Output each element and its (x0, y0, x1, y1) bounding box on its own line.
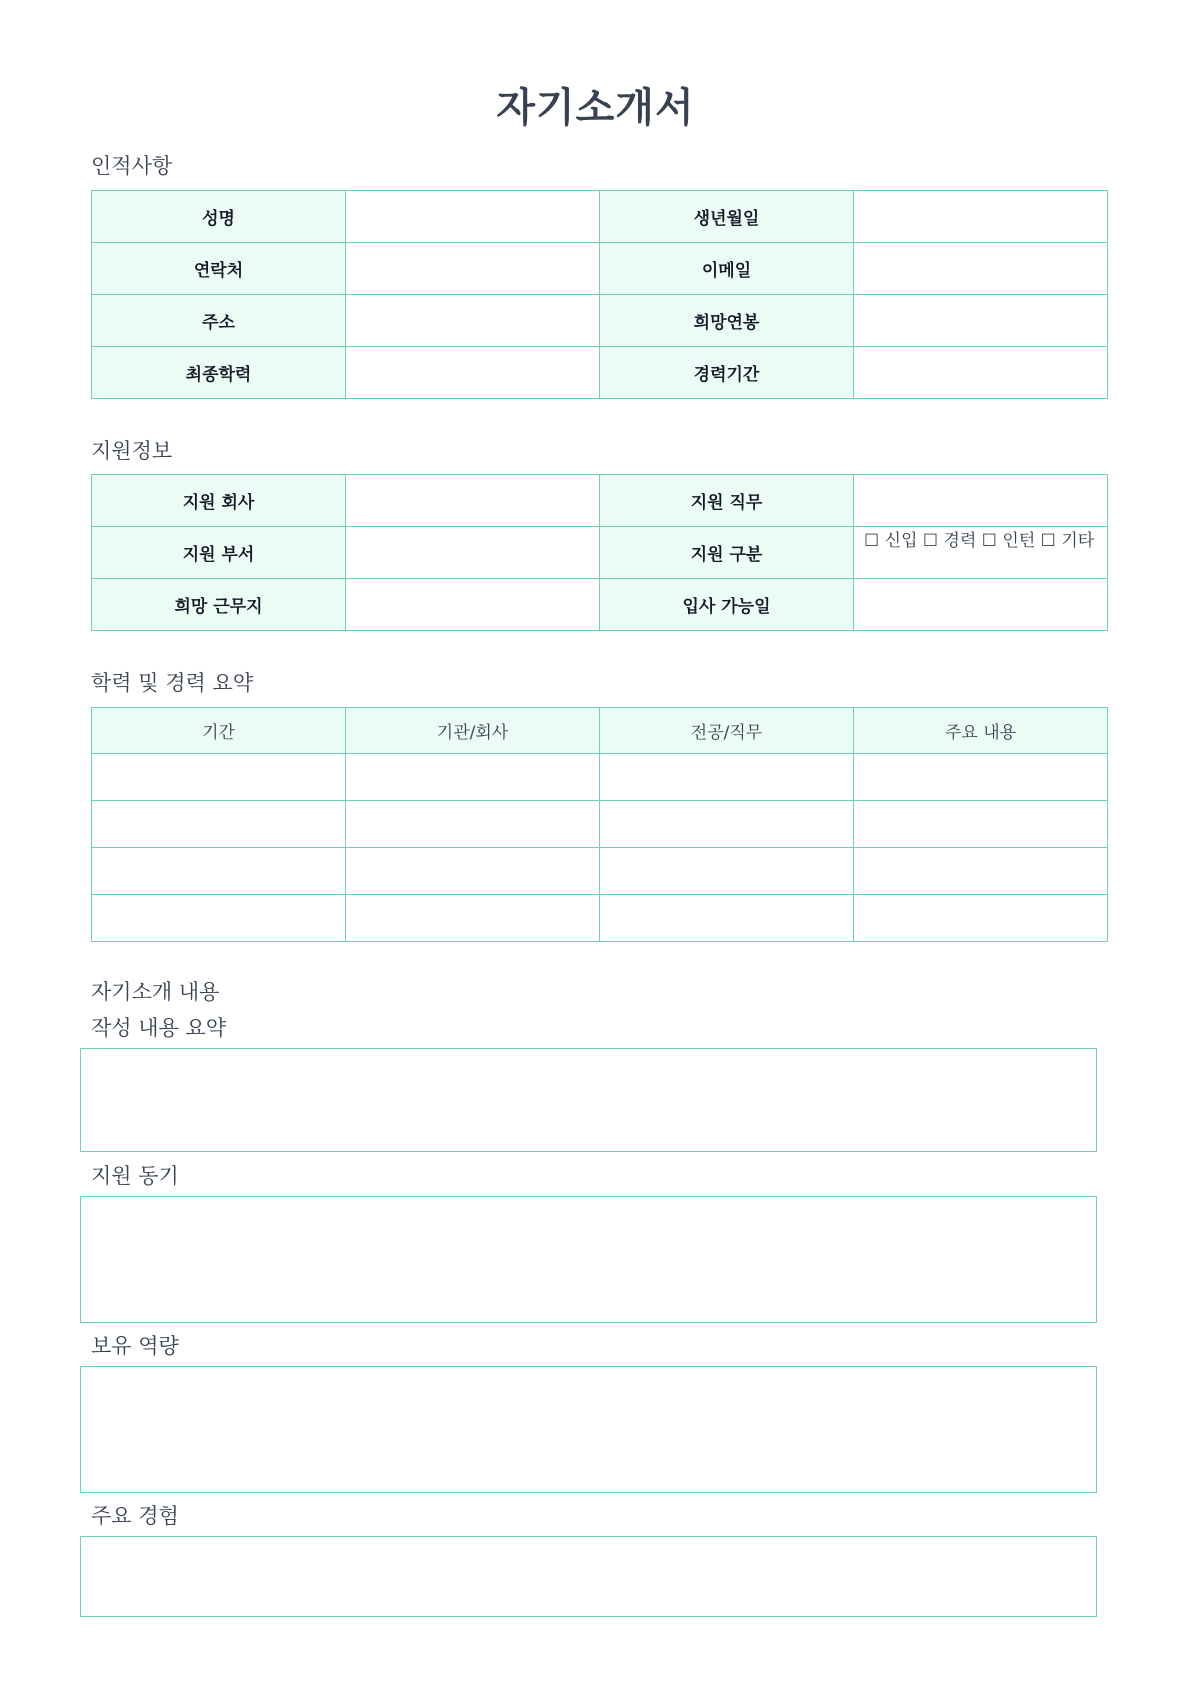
table-row (92, 191, 1108, 243)
column-period: 기간 (92, 708, 346, 754)
application-info-table (91, 474, 1108, 631)
personal-info-table (91, 190, 1108, 399)
column-major-role: 전공/직무 (600, 708, 854, 754)
table-row (92, 848, 1108, 895)
table-cell[interactable] (854, 801, 1108, 848)
table-row (92, 895, 1108, 942)
table-cell[interactable] (854, 895, 1108, 942)
table-row (92, 579, 1108, 631)
application-info-heading: 지원정보 (91, 439, 173, 463)
address-field[interactable] (346, 295, 600, 347)
column-details: 주요 내용 (854, 708, 1108, 754)
table-row (92, 801, 1108, 848)
history-table (91, 707, 1108, 942)
contact-label: 연락처 (92, 243, 346, 295)
summary-textarea[interactable] (80, 1048, 1097, 1152)
desired-salary-label: 희망연봉 (600, 295, 854, 347)
career-period-label: 경력기간 (600, 347, 854, 399)
table-cell[interactable] (346, 848, 600, 895)
desired-salary-field[interactable] (854, 295, 1108, 347)
email-label: 이메일 (600, 243, 854, 295)
department-field[interactable] (346, 527, 600, 579)
experience-textarea[interactable] (80, 1536, 1097, 1617)
table-cell[interactable] (346, 895, 600, 942)
table-row (92, 347, 1108, 399)
table-header-row (92, 708, 1108, 754)
career-period-field[interactable] (854, 347, 1108, 399)
category-label: 지원 구분 (600, 527, 854, 579)
address-label: 주소 (92, 295, 346, 347)
table-cell[interactable] (600, 801, 854, 848)
document-title: 자기소개서 (496, 85, 695, 131)
start-date-field[interactable] (854, 579, 1108, 631)
table-cell[interactable] (92, 895, 346, 942)
table-row (92, 754, 1108, 801)
table-cell[interactable] (346, 754, 600, 801)
start-date-label: 입사 가능일 (600, 579, 854, 631)
table-cell[interactable] (92, 848, 346, 895)
motivation-label: 지원 동기 (91, 1164, 179, 1188)
table-row (92, 243, 1108, 295)
category-checkboxes[interactable]: ☐ 신입 ☐ 경력 ☐ 인턴 ☐ 기타 (854, 527, 1108, 579)
motivation-textarea[interactable] (80, 1196, 1097, 1323)
personal-info-heading: 인적사항 (91, 154, 173, 178)
history-heading: 학력 및 경력 요약 (91, 671, 254, 695)
competency-label: 보유 역량 (91, 1334, 179, 1358)
table-cell[interactable] (600, 754, 854, 801)
table-cell[interactable] (854, 754, 1108, 801)
table-cell[interactable] (600, 895, 854, 942)
competency-textarea[interactable] (80, 1366, 1097, 1493)
department-label: 지원 부서 (92, 527, 346, 579)
job-label: 지원 직무 (600, 475, 854, 527)
table-cell[interactable] (600, 848, 854, 895)
table-cell[interactable] (92, 801, 346, 848)
birthdate-label: 생년월일 (600, 191, 854, 243)
email-field[interactable] (854, 243, 1108, 295)
job-field[interactable] (854, 475, 1108, 527)
column-organization: 기관/회사 (346, 708, 600, 754)
education-field[interactable] (346, 347, 600, 399)
company-label: 지원 회사 (92, 475, 346, 527)
location-label: 희망 근무지 (92, 579, 346, 631)
table-cell[interactable] (346, 801, 600, 848)
company-field[interactable] (346, 475, 600, 527)
experience-label: 주요 경험 (91, 1504, 179, 1528)
birthdate-field[interactable] (854, 191, 1108, 243)
table-cell[interactable] (854, 848, 1108, 895)
intro-heading: 자기소개 내용 (91, 980, 220, 1004)
table-row (92, 527, 1108, 579)
name-label: 성명 (92, 191, 346, 243)
table-row (92, 475, 1108, 527)
contact-field[interactable] (346, 243, 600, 295)
name-field[interactable] (346, 191, 600, 243)
education-label: 최종학력 (92, 347, 346, 399)
location-field[interactable] (346, 579, 600, 631)
summary-label: 작성 내용 요약 (91, 1016, 227, 1040)
table-row (92, 295, 1108, 347)
table-cell[interactable] (92, 754, 346, 801)
